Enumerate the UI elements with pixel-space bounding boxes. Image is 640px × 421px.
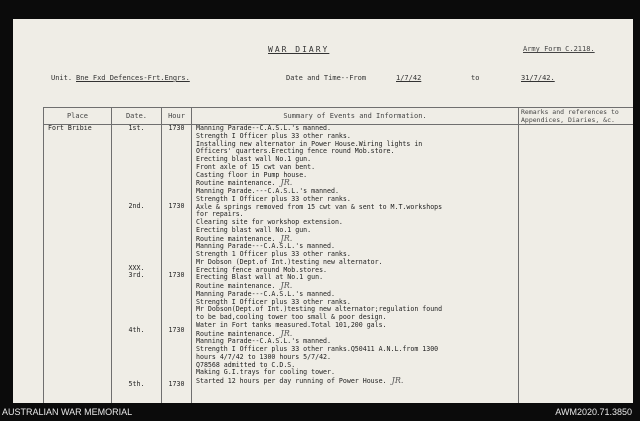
- header-remarks: Remarks and references to Appendices, Diaries, &c.: [519, 108, 634, 125]
- summary-line: Erecting blast wall No.1 gun.: [196, 225, 312, 234]
- hour-line: [162, 396, 191, 403]
- summary-line: for repairs.: [196, 210, 244, 219]
- summary-line: Mr Dobson(Dept.of Int.)testing new alternator;regulation found: [196, 305, 443, 314]
- summary-line: Making G.I.trays for cooling tower.: [196, 368, 335, 377]
- summary-line: Front axle of 15 cwt van bent.: [196, 162, 316, 171]
- summary-line: Manning Parade--C.A.S.L.'s manned.: [196, 125, 331, 132]
- table-row: [44, 125, 634, 404]
- form-reference: Army Form C.2118.: [523, 45, 595, 53]
- summary-line: Officers' quarters.Erecting fence round Mob.store.: [196, 147, 395, 156]
- footer-institution: AUSTRALIAN WAR MEMORIAL: [2, 407, 133, 417]
- summary-line: to be bad,cooling tower too small & poor design.: [196, 313, 387, 321]
- date-line: 1st.: [128, 125, 145, 132]
- place-line: Fort Bribie: [48, 125, 92, 132]
- unit-label: Unit.: [51, 74, 73, 82]
- summary-line: Strength 1 Officer plus 33 other ranks.: [196, 250, 351, 258]
- summary-line: Erecting Blast wall at No.1 gun.: [196, 273, 324, 282]
- hour-lines: [162, 125, 191, 403]
- summary-line: Manning Parade---C.A.S.L.'s manned.: [196, 289, 335, 298]
- handwritten-initials: JR.: [275, 233, 293, 243]
- diary-sheet: [13, 19, 633, 403]
- summary-line: Installing new alternator in Power House.Wiring lights in: [196, 139, 423, 148]
- place-lines: [48, 125, 111, 133]
- header-summary: Summary of Events and Information.: [192, 108, 519, 125]
- date-cell: [112, 125, 162, 404]
- date-to: 31/7/42.: [521, 74, 555, 82]
- summary-line: Routine maintenance. JR.: [196, 281, 293, 290]
- date-from: 1/7/42: [396, 74, 422, 82]
- remarks-cell: [519, 125, 634, 404]
- summary-line: Strength I Officer plus 33 other ranks.: [196, 194, 351, 203]
- summary-line: Manning Parade--C.A.S.L.'s manned.: [196, 337, 331, 346]
- handwritten-initials: JR.: [275, 281, 293, 290]
- header-row: [44, 108, 634, 125]
- hour-cell: [162, 125, 192, 404]
- summary-line: Strength I Officer plus 33 other ranks.: [196, 131, 351, 140]
- summary-line: Casting floor in Pump house.: [196, 170, 308, 179]
- summary-line: Manning Parade---C.A.S.L.'s manned.: [196, 242, 335, 251]
- date-lines: [112, 125, 161, 403]
- header-hour: Hour: [162, 108, 192, 125]
- handwritten-initials: JR.: [275, 178, 293, 188]
- date-label: Date and Time--From: [286, 74, 367, 82]
- summary-line: Strength I Officer plus 33 other ranks.: [196, 297, 351, 306]
- header-date: Date.: [112, 108, 162, 125]
- header-place: Place: [44, 108, 112, 125]
- summary-line: Erecting fence around Mob.stores.: [196, 265, 328, 274]
- diary-table: [43, 107, 633, 403]
- summary-line: Routine maintenance. JR.: [196, 178, 293, 188]
- date-line: XXX.: [128, 263, 145, 272]
- summary-line: Mr Dobson (Dept.of Int.)testing new alternator.: [196, 257, 383, 266]
- date-line: [112, 396, 161, 403]
- footer-accession-number: AWM2020.71.3850: [555, 407, 632, 417]
- summary-line: Routine maintenance. JR.: [196, 233, 293, 243]
- summary-line: Routine maintenance. JR.: [196, 328, 293, 338]
- handwritten-initials: JR.: [275, 328, 293, 338]
- hour-line: 1730: [168, 201, 185, 210]
- summary-line: Strength I Officer plus 33 other ranks.Q50411 A.N.L.from 1300: [196, 345, 439, 353]
- summary-line: Manning Parade.---C.A.S.L.'s manned.: [196, 187, 339, 195]
- to-label: to: [471, 74, 480, 82]
- document-title: WAR DIARY: [268, 45, 330, 54]
- hour-line: 1730: [168, 271, 185, 280]
- summary-line: Clearing site for workshop extension.: [196, 218, 343, 226]
- summary-line: Q78568 admitted to C.D.S.: [196, 360, 296, 369]
- date-line: 3rd.: [128, 271, 145, 280]
- summary-line: Started 12 hours per day running of Power House. JR.: [196, 376, 404, 385]
- summary-cell: [192, 125, 519, 404]
- summary-lines: [196, 125, 518, 386]
- summary-line: Erecting blast wall No.1 gun.: [196, 155, 312, 163]
- summary-line: hours 4/7/42 to 1300 hours 5/7/42.: [196, 352, 331, 361]
- date-line: 4th.: [128, 325, 145, 334]
- hour-line: 1730: [168, 125, 185, 132]
- handwritten-initials: JR.: [386, 376, 404, 385]
- unit-value: Bne Fxd Defences-Frt.Engrs.: [76, 74, 190, 82]
- date-line: 5th.: [128, 379, 145, 388]
- date-line: 2nd.: [128, 201, 145, 210]
- place-cell: [44, 125, 112, 404]
- summary-line: Water in Fort tanks measured.Total 101,200 gals.: [196, 320, 387, 329]
- hour-line: 1730: [168, 379, 185, 388]
- hour-line: 1730: [168, 325, 185, 334]
- summary-line: Axle & springs removed from 15 cwt van & sent to M.T.workshops: [196, 202, 443, 211]
